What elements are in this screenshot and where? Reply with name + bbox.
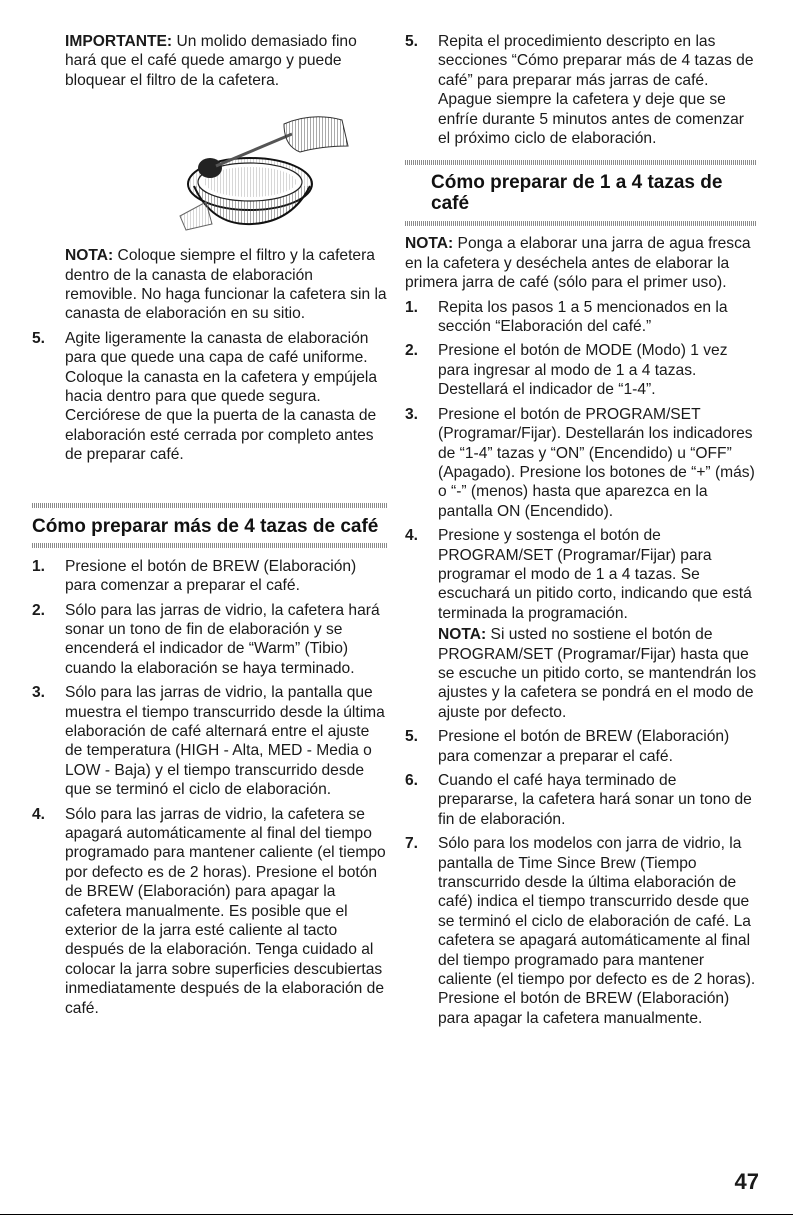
note-text: Coloque siempre el filtro y la cafetera dentro de la canasta de elaboración removible. No haga funcionar la cafetera sin la canasta de elaboración en su sitio. — [65, 247, 387, 323]
step-note-label: NOTA: — [438, 626, 487, 644]
step-number: 4. — [32, 805, 46, 823]
step-number: 7. — [405, 835, 419, 853]
step-number: 4. — [405, 527, 419, 545]
list-item-step-1 — [32, 557, 388, 596]
coffee-filter-illustration — [172, 106, 352, 231]
step-text: Sólo para las jarras de vidrio, la pantalla que muestra el tiempo transcurrido desde la última elaboración de café alternará entre el ajuste de temperatura (HIGH - Alta, MED - Media o LOW - Baja) y el tiempo transcurrido desde que se terminó el ciclo de elaboración. — [65, 684, 385, 799]
step-number: 3. — [405, 405, 419, 423]
filter-basket-hand-image — [172, 106, 352, 231]
list-item-step-6 — [405, 771, 757, 829]
step-number: 5. — [405, 728, 419, 746]
step-text: Presione el botón de PROGRAM/SET (Programar/Fijar). Destellarán los indicadores de “1-4” tazas y “ON” (Encendido) u “OFF” (Apagado). Presione los botones de “+” (más) o “-” (menos) hasta que aparezca en la pantalla ON (Encendido). — [438, 405, 755, 520]
list-item-step-4 — [32, 805, 388, 1018]
divider — [405, 221, 757, 226]
section-heading-1-to-4 — [405, 160, 757, 226]
footer-rule — [0, 1214, 793, 1215]
step-number: 3. — [32, 684, 46, 702]
list-item-step-3 — [405, 405, 757, 521]
important-label: IMPORTANTE: — [65, 33, 173, 50]
step-text: Presione el botón de BREW (Elaboración) para comenzar a preparar el café. — [438, 728, 730, 765]
step-number: 1. — [405, 298, 419, 316]
step-text: Repita el procedimiento descripto en las secciones “Cómo preparar más de 4 tazas de café” para preparar más jarras de café. Apague siempre la cafetera y deje que se enfríe durante 5 minutos antes de comenzar el próximo ciclo de elaboración. — [438, 33, 754, 148]
step-text: Presione el botón de MODE (Modo) 1 vez para ingresar al modo de 1 a 4 tazas. Destellará el indicador de “1-4”. — [438, 342, 728, 399]
list-item-step-3 — [32, 683, 388, 799]
step-text: Sólo para las jarras de vidrio, la cafetera hará sonar un tono de fin de elaboración y se encenderá el indicador de “Warm” (Tibio) cuando la elaboración se haya terminado. — [65, 601, 380, 677]
list-item-step-5-top — [405, 32, 757, 148]
list-item-step-2 — [32, 601, 388, 679]
left-column — [32, 32, 388, 1018]
right-column — [405, 32, 757, 1028]
list-item-step-1 — [405, 298, 757, 337]
note-text: Ponga a elaborar una jarra de agua fresca en la cafetera y deséchela antes de elaborar la primera jarra de café (sólo para el primer uso). — [405, 235, 751, 292]
step-text: Repita los pasos 1 a 5 mencionados en la sección “Elaboración del café.” — [438, 298, 728, 336]
step-text: Sólo para las jarras de vidrio, la cafetera se apagará automáticamente al final del tiempo programado para mantener caliente (el tiempo por defecto es de 2 horas). Presione el botón de BREW (Elaboración) para apagar la cafetera manualmente. Es posible que el exterior de la jarra esté caliente al tacto después de la elaboración. Tenga cuidado al colocar la jarra sobre superficies descubiertas inmediatamente después de la elaboración de café. — [65, 805, 386, 1017]
step-note — [438, 625, 757, 722]
step-text: Agite ligeramente la canasta de elaboración para que quede una capa de café uniforme. Coloque la canasta en la cafetera y empújela hacia dentro para que quede segura. Cerciórese de que la puerta de la canasta de elaboración esté cerrada por completo antes de preparar café. — [65, 329, 378, 464]
section-heading-more-than-4 — [32, 503, 388, 548]
section-title: Cómo preparar de 1 a 4 tazas de café — [431, 172, 723, 215]
list-item-step-7 — [405, 834, 757, 1028]
important-paragraph — [32, 32, 388, 90]
step-number: 5. — [32, 329, 46, 347]
list-item-step-5 — [32, 329, 388, 465]
divider — [32, 543, 388, 548]
list-item-step-4 — [405, 526, 757, 722]
section-title: Cómo preparar más de 4 tazas de café — [32, 515, 379, 537]
note-paragraph — [32, 246, 388, 324]
step-number: 5. — [405, 33, 419, 50]
step-number: 2. — [405, 342, 419, 360]
important-text: Un molido demasiado fino hará que el café quede amargo y puede bloquear el filtro de la cafetera. — [65, 33, 357, 89]
list-item-step-5 — [405, 727, 757, 766]
step-note-text: Si usted no sostiene el botón de PROGRAM/SET (Programar/Fijar) hasta que se escuche un pitido corto, se mantendrán los ajustes y la cafetera se pondrá en el modo de ajuste por defecto. — [438, 626, 757, 721]
note-label: NOTA: — [405, 235, 454, 253]
note-label: NOTA: — [65, 247, 114, 265]
step-number: 6. — [405, 772, 419, 789]
step-text: Presione y sostenga el botón de PROGRAM/SET (Programar/Fijar) para programar el modo de 1 a 4 tazas. Se escuchará un pitido corto, indicando que está terminada la programación. — [438, 527, 752, 622]
note-paragraph — [405, 234, 757, 292]
step-text: Cuando el café haya terminado de prepararse, la cafetera hará sonar un tono de fin de elaboración. — [438, 772, 752, 828]
step-number: 1. — [32, 557, 46, 575]
list-item-step-2 — [405, 341, 757, 399]
page-number: 47 — [734, 1169, 759, 1194]
step-text: Presione el botón de BREW (Elaboración) para comenzar a preparar el café. — [65, 557, 357, 595]
step-text: Sólo para los modelos con jarra de vidrio, la pantalla de Time Since Brew (Tiempo transcurrido desde la última elaboración de café) indica el tiempo transcurrido desde que se terminó el ciclo de elaboración de café. La cafetera se apagará automáticamente al final del tiempo programado para mantener caliente (el tiempo por defecto es de 2 horas). Presione el botón de BREW (Elaboración) para apagar la cafetera manualmente. — [438, 835, 756, 1027]
step-number: 2. — [32, 601, 46, 619]
